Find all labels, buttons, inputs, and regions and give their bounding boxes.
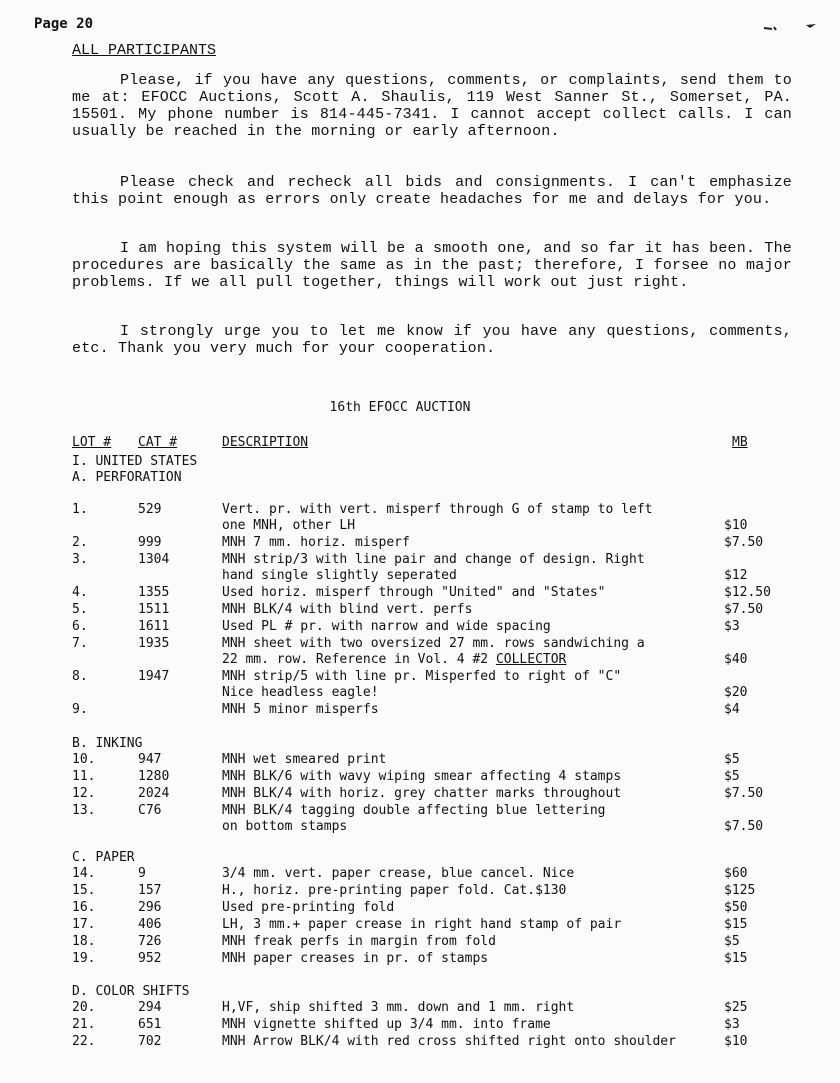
lot-description: MNH paper creases in pr. of stamps — [222, 951, 489, 966]
minimum-bid: $3 — [724, 1017, 740, 1032]
lot-number: 20. — [72, 1000, 96, 1015]
scan-mark-icon — [762, 22, 818, 32]
catalog-number: 9 — [138, 866, 146, 881]
catalog-number: 294 — [138, 1000, 162, 1015]
catalog-number: 296 — [138, 900, 162, 915]
section-title: B. INKING — [72, 736, 143, 751]
catalog-number: C76 — [138, 803, 162, 818]
lot-number: 7. — [72, 636, 88, 651]
lot-number: 4. — [72, 585, 88, 600]
minimum-bid: $60 — [724, 866, 748, 881]
catalog-number: 1935 — [138, 636, 170, 651]
column-header-lot: LOT # — [72, 435, 112, 450]
lot-description: 3/4 mm. vert. paper crease, blue cancel. Nice — [222, 866, 575, 881]
lot-description: MNH freak perfs in margin from fold — [222, 934, 496, 949]
minimum-bid: $50 — [724, 900, 748, 915]
section-title: D. COLOR SHIFTS — [72, 984, 190, 999]
lot-number: 8. — [72, 669, 88, 684]
lot-number: 19. — [72, 951, 96, 966]
lot-description: MNH BLK/4 with blind vert. perfs — [222, 602, 473, 617]
minimum-bid: $5 — [724, 769, 740, 784]
lot-number: 13. — [72, 803, 96, 818]
paragraph-urge: I strongly urge you to let me know if you have any questions, comments, etc. Thank you very much for your cooperation. — [72, 323, 792, 357]
lot-number: 9. — [72, 702, 88, 717]
lot-number: 5. — [72, 602, 88, 617]
lot-description: H., horiz. pre-printing paper fold. Cat.$130 — [222, 883, 567, 898]
catalog-number: 1511 — [138, 602, 170, 617]
minimum-bid: $4 — [724, 702, 740, 717]
catalog-number: 1947 — [138, 669, 170, 684]
minimum-bid: $10 — [724, 518, 748, 533]
section-heading: ALL PARTICIPANTS — [72, 42, 217, 59]
lot-number: 18. — [72, 934, 96, 949]
section-title: A. PERFORATION — [72, 470, 182, 485]
paragraph-contact: Please, if you have any questions, comments, or complaints, send them to me at: EFOCC Auctions, Scott A. Shaulis, 119 West Sanner St., Somerset, PA. 15501. My phone number is 814-445-7341. I cannot accept collect calls. I can usually be reached in the morning or early afternoon. — [72, 72, 792, 140]
paragraph-system: I am hoping this system will be a smooth one, and so far it has been. The procedures are basically the same as in the past; therefore, I forsee no major problems. If we all pull together, things will work out just right. — [72, 240, 792, 291]
minimum-bid: $3 — [724, 619, 740, 634]
lot-description: Used horiz. misperf through "United" and "States" — [222, 585, 606, 600]
lot-description: MNH Arrow BLK/4 with red cross shifted right onto shoulder — [222, 1034, 676, 1049]
catalog-number: 529 — [138, 502, 162, 517]
lot-description: H,VF, ship shifted 3 mm. down and 1 mm. right — [222, 1000, 575, 1015]
catalog-number: 726 — [138, 934, 162, 949]
lot-number: 21. — [72, 1017, 96, 1032]
minimum-bid: $5 — [724, 934, 740, 949]
lot-description: Used pre-printing fold — [222, 900, 395, 915]
auction-title: 16th EFOCC AUCTION — [329, 400, 471, 415]
catalog-number: 157 — [138, 883, 162, 898]
lot-description: MNH BLK/6 with wavy wiping smear affecting 4 stamps — [222, 769, 622, 784]
minimum-bid: $15 — [724, 917, 748, 932]
lot-description: MNH BLK/4 tagging double affecting blue lettering — [222, 803, 606, 818]
minimum-bid: $15 — [724, 951, 748, 966]
lot-description: MNH sheet with two oversized 27 mm. rows sandwiching a — [222, 636, 645, 651]
catalog-number: 1304 — [138, 552, 170, 567]
minimum-bid: $12 — [724, 568, 748, 583]
minimum-bid: $12.50 — [724, 585, 771, 600]
minimum-bid: $10 — [724, 1034, 748, 1049]
lot-number: 1. — [72, 502, 88, 517]
catalog-number: 1280 — [138, 769, 170, 784]
minimum-bid: $7.50 — [724, 786, 764, 801]
catalog-number: 406 — [138, 917, 162, 932]
lot-description: Used PL # pr. with narrow and wide spacing — [222, 619, 551, 634]
lot-number: 10. — [72, 752, 96, 767]
lot-description-continued: one MNH, other LH — [222, 518, 356, 533]
lot-number: 6. — [72, 619, 88, 634]
lot-description: MNH wet smeared print — [222, 752, 387, 767]
lot-number: 16. — [72, 900, 96, 915]
catalog-number: 1611 — [138, 619, 170, 634]
lot-description: Vert. pr. with vert. misperf through G of stamp to left — [222, 502, 653, 517]
minimum-bid: $7.50 — [724, 602, 764, 617]
lot-number: 12. — [72, 786, 96, 801]
catalog-number: 1355 — [138, 585, 170, 600]
catalog-number: 952 — [138, 951, 162, 966]
lot-description: MNH strip/5 with line pr. Misperfed to right of "C" — [222, 669, 622, 684]
lot-description-continued: 22 mm. row. Reference in Vol. 4 #2 COLLECTOR — [222, 652, 567, 667]
minimum-bid: $40 — [724, 652, 748, 667]
minimum-bid: $7.50 — [724, 819, 764, 834]
lot-description: MNH vignette shifted up 3/4 mm. into frame — [222, 1017, 551, 1032]
catalog-number: 651 — [138, 1017, 162, 1032]
column-header-cat: CAT # — [138, 435, 178, 450]
lot-description: LH, 3 mm.+ paper crease in right hand stamp of pair — [222, 917, 622, 932]
minimum-bid: $5 — [724, 752, 740, 767]
lot-number: 2. — [72, 535, 88, 550]
catalog-number: 2024 — [138, 786, 170, 801]
lot-description-continued: on bottom stamps — [222, 819, 348, 834]
page-number: Page 20 — [34, 16, 94, 32]
underlined-term: COLLECTOR — [495, 652, 567, 667]
lot-number: 3. — [72, 552, 88, 567]
lot-description: MNH 5 minor misperfs — [222, 702, 379, 717]
lot-number: 14. — [72, 866, 96, 881]
lot-description: MNH 7 mm. horiz. misperf — [222, 535, 410, 550]
lot-description: MNH strip/3 with line pair and change of design. Right — [222, 552, 645, 567]
lot-number: 17. — [72, 917, 96, 932]
catalog-number: 947 — [138, 752, 162, 767]
catalog-number: 999 — [138, 535, 162, 550]
minimum-bid: $125 — [724, 883, 756, 898]
paragraph-check-bids: Please check and recheck all bids and consignments. I can't emphasize this point enough as errors only create headaches for me and delays for you. — [72, 174, 792, 208]
minimum-bid: $7.50 — [724, 535, 764, 550]
lot-number: 15. — [72, 883, 96, 898]
lot-description: MNH BLK/4 with horiz. grey chatter marks throughout — [222, 786, 622, 801]
section-title: C. PAPER — [72, 850, 135, 865]
lot-number: 11. — [72, 769, 96, 784]
lot-description-continued: Nice headless eagle! — [222, 685, 379, 700]
minimum-bid: $25 — [724, 1000, 748, 1015]
lot-description-continued: hand single slightly seperated — [222, 568, 457, 583]
section-main-title: I. UNITED STATES — [72, 454, 198, 469]
catalog-number: 702 — [138, 1034, 162, 1049]
minimum-bid: $20 — [724, 685, 748, 700]
column-header-mb: MB — [732, 435, 748, 450]
column-header-description: DESCRIPTION — [222, 435, 309, 450]
lot-number: 22. — [72, 1034, 96, 1049]
